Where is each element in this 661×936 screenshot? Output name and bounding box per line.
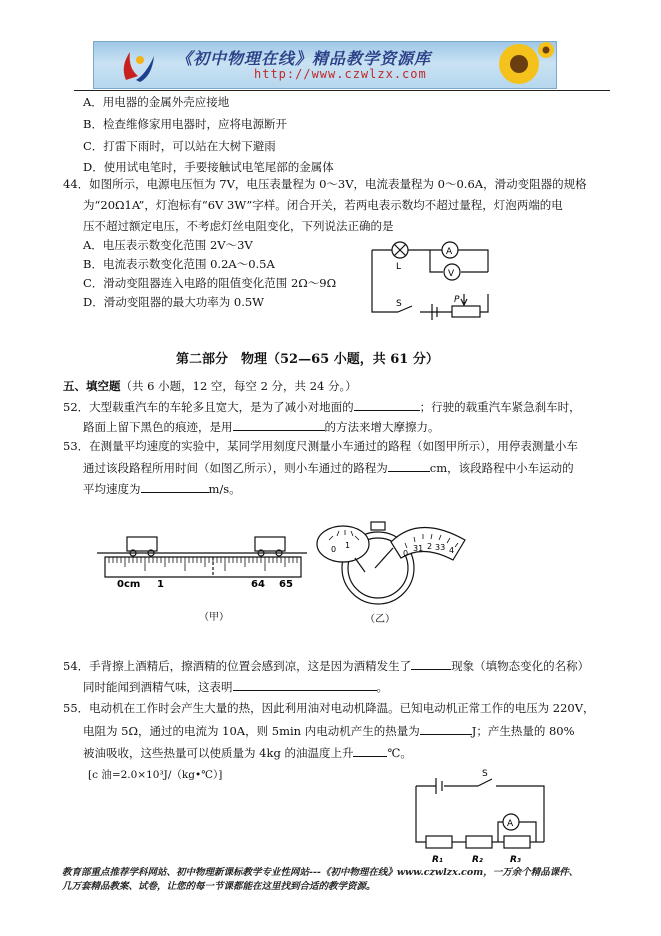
- small-dial-label-1: 1: [345, 541, 351, 550]
- q44-option-c: C．滑动变阻器连入电路的阻值变化范围 2Ω～9Ω: [83, 276, 337, 290]
- small-dial-label-0: 0: [331, 545, 337, 554]
- q53-line2: [83, 459, 574, 476]
- section-title: 五、填空题: [63, 379, 121, 393]
- big-dial-label-2: 2: [427, 542, 433, 551]
- q43-option-a: A．用电器的金属外壳应接地: [83, 95, 230, 109]
- q53-line1: 53．在测量平均速度的实验中，某同学用刻度尺测量小车通过的路程（如图甲所示），用停表测量小车: [63, 439, 578, 453]
- footer-line-1: 教育部重点推荐学科网站、初中物理新课标教学专业性网站---《初中物理在线》www.czwlzx.com，一万余个精品课件、: [62, 867, 579, 878]
- q54-text-b: 现象（填物态变化的名称）: [451, 659, 590, 673]
- big-dial-label-4: 4: [449, 546, 455, 555]
- q54-line2: [83, 678, 388, 695]
- site-logo: [116, 46, 160, 84]
- q52-text-d: 的方法来增大摩擦力。: [324, 420, 440, 434]
- switch-label: S: [396, 299, 402, 309]
- header-title: 《初中物理在线》精品教学资源库: [176, 49, 432, 68]
- q53-text-d: m/s。: [208, 482, 241, 496]
- q55-line1: 55．电动机在工作时会产生大量的热，因此利用油对电动机降温。已知电动机正常工作的电压为 220V，: [63, 701, 595, 715]
- q53-blank-1[interactable]: [388, 459, 430, 472]
- q54-text-d: 。: [376, 680, 388, 694]
- q52-blank-1[interactable]: [354, 398, 420, 411]
- q53-ruler-figure: [95, 525, 310, 625]
- q55-text-a: 电阻为 5Ω，通过的电流为 10A，则 5min 内电动机产生的热量为: [83, 724, 420, 738]
- footer-line-2: 几万套精品教案、试卷，让您的每一节课都能在这里找到合适的教学资源。: [62, 881, 376, 892]
- q53-text-a: 通过该段路程所用时间（如图乙所示），则小车通过的路程为: [83, 461, 388, 475]
- q52-text-c: 路面上留下黑色的痕迹，是用: [83, 420, 233, 434]
- figure-caption-yi: （乙）: [365, 614, 395, 625]
- part2-title: 第二部分 物理（52—65 小题，共 61 分）: [176, 352, 439, 367]
- q43-option-d: D．使用试电笔时，手要接触试电笔尾部的金属体: [83, 160, 334, 174]
- q44-option-b: B．电流表示数变化范围 0.2A～0.5A: [83, 257, 275, 271]
- q54-blank-2[interactable]: [233, 678, 377, 691]
- ammeter-a-label: A: [507, 819, 514, 829]
- q44-line1: 44．如图所示，电源电压恒为 7V，电压表量程为 0～3V，电流表量程为 0～0.6A，滑动变阻器的规格: [63, 177, 587, 191]
- resistor-r3-label: R₃: [510, 855, 521, 865]
- header-rule: [74, 90, 610, 91]
- q43-option-b: B．检查维修家用电器时，应将电源断开: [83, 117, 287, 131]
- q54-line1: [63, 657, 589, 674]
- switch-s-label: S: [482, 769, 488, 779]
- big-dial-label-31: 31: [413, 544, 424, 553]
- rheostat-label: P: [454, 295, 460, 305]
- q52-text-a: 52．大型载重汽车的车轮多且宽大，是为了减小对地面的: [63, 400, 354, 414]
- q44-line2: 为“20Ω1A”，灯泡标有“6V 3W”字样。闭合开关，若两电表示数均不超过量程，灯泡两端的电: [83, 198, 563, 212]
- section-note: （共 6 小题，12 空，每空 2 分，共 24 分。）: [120, 379, 357, 393]
- q52-blank-2[interactable]: [233, 418, 325, 431]
- q53-text-b: cm，该段路程中小车运动的: [429, 461, 574, 475]
- lamp-label: L: [396, 262, 402, 272]
- ruler-label-0: 0cm: [117, 579, 141, 590]
- ammeter-label: A: [446, 247, 453, 257]
- q53-line3: [83, 480, 241, 497]
- q55-text-b: J；产生热量的 80%: [471, 724, 575, 738]
- q44-option-a: A．电压表示数变化范围 2V～3V: [83, 238, 253, 252]
- q55-blank-2[interactable]: [353, 744, 387, 757]
- q55-line3: [83, 744, 412, 761]
- ruler-label-64: 64: [251, 579, 265, 590]
- header-url[interactable]: http://www.czwlzx.com: [254, 67, 427, 81]
- q43-option-c: C．打雷下雨时，可以站在大树下避雨: [83, 139, 276, 153]
- resistor-r2-label: R₂: [472, 855, 483, 865]
- big-dial-label-33: 33: [435, 543, 446, 552]
- q52-line2: [83, 418, 440, 435]
- q55-line4: [c 油=2.0×10³J/（kg•℃）]: [88, 769, 223, 781]
- header-banner: [93, 41, 557, 89]
- ruler-label-65: 65: [279, 579, 293, 590]
- q53-text-c: 平均速度为: [83, 482, 141, 496]
- section-heading: [63, 378, 357, 394]
- q44-circuit-diagram: [360, 236, 495, 326]
- ruler-label-1: 1: [157, 579, 164, 590]
- q54-text-a: 54．手背擦上酒精后，擦酒精的位置会感到凉，这是因为酒精发生了: [63, 659, 412, 673]
- q52-text-b: ；行驶的载重汽车紧急刹车时，: [419, 400, 581, 414]
- q44-option-d: D．滑动变阻器的最大功率为 0.5W: [83, 295, 264, 309]
- q55-text-d: ℃。: [387, 746, 412, 760]
- q55-line2: [83, 722, 575, 739]
- resistor-r1-label: R₁: [432, 855, 443, 865]
- figure-caption-jia: （甲）: [199, 612, 229, 623]
- voltmeter-label: V: [448, 269, 455, 279]
- q55-text-c: 被油吸收，这些热量可以使质量为 4kg 的油温度上升: [83, 746, 354, 760]
- q53-blank-2[interactable]: [141, 480, 209, 493]
- q55-blank-1[interactable]: [420, 722, 472, 735]
- q55-circuit-diagram: [412, 768, 552, 866]
- big-dial-label-0: 0: [403, 549, 409, 558]
- q52-line1: [63, 398, 581, 415]
- q53-stopwatch-figure: [315, 518, 475, 628]
- q54-blank-1[interactable]: [411, 657, 451, 670]
- sunflower-image: [484, 42, 554, 88]
- q44-line3: 压不超过额定电压，不考虑灯丝电阻变化，下列说法正确的是: [83, 219, 394, 233]
- q54-text-c: 同时能闻到酒精气味，这表明: [83, 680, 233, 694]
